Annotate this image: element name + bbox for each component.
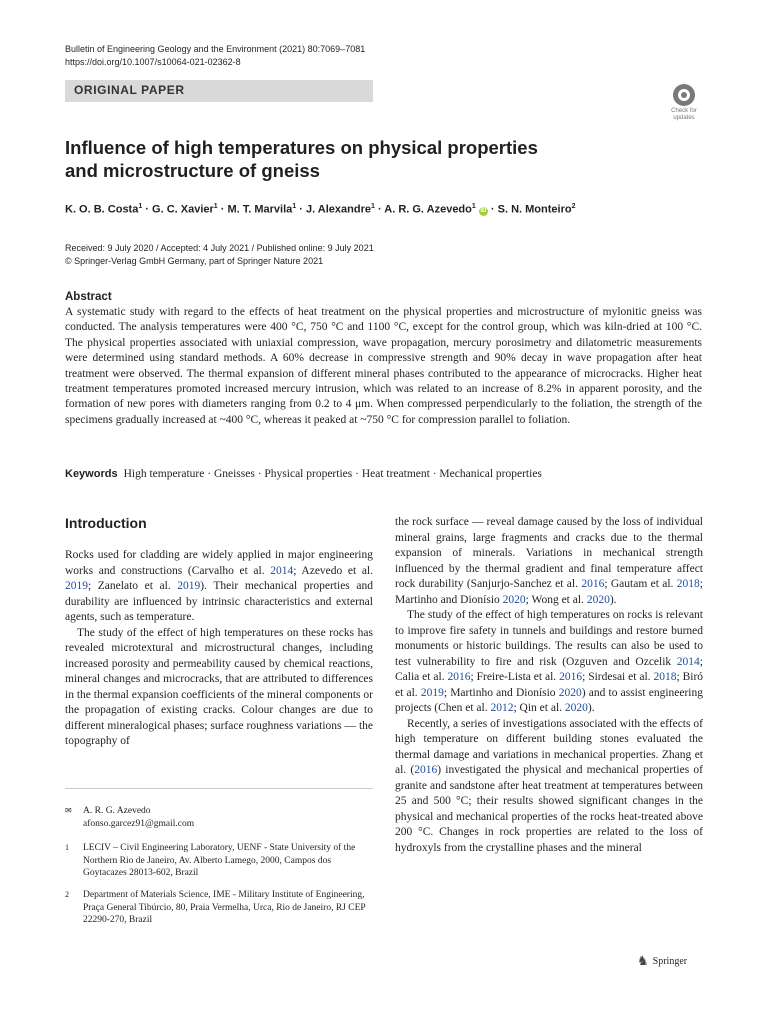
- corresponding-author: [65, 805, 373, 830]
- author-name[interactable]: K. O. B. Costa: [65, 203, 139, 216]
- author-separator: ·: [374, 203, 385, 216]
- affiliation-mark: 2: [65, 890, 69, 899]
- affiliation-text: Department of Materials Science, IME - Military Institute of Engineering, Praça General Tibúrcio, 80, Praia Vermelha, Urca, Rio de Janeiro, RJ CEP 22290-270, Brazil: [83, 890, 366, 925]
- author-name[interactable]: M. T. Marvila: [227, 203, 293, 216]
- article-type-label: ORIGINAL PAPER: [74, 83, 185, 97]
- citation-link[interactable]: 2019: [177, 580, 201, 592]
- author-affil-mark: 1: [471, 203, 476, 210]
- journal-header: [65, 43, 365, 69]
- article-type-banner: [65, 80, 373, 102]
- journal-citation: Bulletin of Engineering Geology and the Environment (2021) 80:7069–7081: [65, 44, 366, 54]
- abstract-text: A systematic study with regard to the effects of heat treatment on the physical properties and microstructure of mylonitic gneiss was conducted. The analysis temperatures were 400 °C, 750 °C and 1100 °C, except for the control group, which was kiln-dried at 100 °C. The physical properties associated with uniaxial compression, wave propagation, mercury porosimetry and dilatometric measurements were determined using standard methods. A 60% decrease in compressive strength and 90% decay in wave propagation after heat treatment were observed. The thermal expansion of different mineral phases contributed to the appearance of microcracks. Higher heat treatment temperatures promoted increased mercury intrusion, which was related to an increase of 8.2% in apparent porosity, and the formation of new pores with diameters ranging from 0.2 to 4 μm. When compressed perpendicularly to the foliation, the strength of the specimens gradually increased at ~400 °C, whereas it peaked at ~750 °C for compression parallel to foliation.: [65, 306, 702, 426]
- orcid-icon[interactable]: iD: [480, 207, 487, 214]
- author-separator: ·: [217, 203, 228, 216]
- affiliation-2: [65, 889, 373, 927]
- citation-link[interactable]: 2012: [490, 702, 514, 714]
- intro-paragraph-1: Rocks used for cladding are widely applied in major engineering works and constructions (Carvalho et al. 2014; Azevedo et al. 2019; Zanelato et al. 2019). Their mechanical properties and durability are influenced by intrinsic characteristics and external agents, such as temperature.: [65, 549, 374, 623]
- doi-link[interactable]: https://doi.org/10.1007/s10064-021-02362-8: [65, 57, 241, 67]
- envelope-icon: ✉: [65, 806, 72, 815]
- intro-paragraph-2: The study of the effect of high temperatures on these rocks has revealed microtextural and microstructural changes, including increased porosity and permeability caused by chemical reactions, mineral changes and microcracks, that are attributed to differences in the thermal expansion coefficients of the mineral components or the propagation of existing cracks. Colour changes are due to different mineralogical phases; surface roughness variations — the topography of: [65, 626, 373, 747]
- right-column: [395, 515, 703, 856]
- citation-link[interactable]: 2014: [676, 655, 700, 668]
- author-affil-mark: 1: [213, 203, 218, 210]
- author-name[interactable]: A. R. G. Azevedo: [384, 203, 472, 216]
- correspondence-email[interactable]: afonso.garcez91@gmail.com: [83, 818, 195, 829]
- citation-link[interactable]: 2016: [559, 671, 583, 683]
- copyright-line: © Springer-Verlag GmbH Germany, part of Springer Nature 2021: [65, 256, 324, 266]
- article-title: [65, 136, 585, 182]
- author-name[interactable]: S. N. Monteiro: [497, 203, 572, 216]
- crossmark-label-2: updates: [673, 115, 695, 121]
- check-for-updates-badge[interactable]: [664, 84, 704, 124]
- citation-link[interactable]: 2020: [564, 702, 588, 714]
- crossmark-label-1: Check for: [671, 108, 697, 114]
- left-column: [65, 548, 373, 750]
- author-name[interactable]: G. C. Xavier: [152, 203, 214, 216]
- keywords: [65, 468, 542, 480]
- citation-link[interactable]: 2020: [586, 593, 610, 606]
- keywords-list: High temperature · Gneisses · Physical properties · Heat treatment · Mechanical properties: [123, 468, 542, 480]
- author-name[interactable]: J. Alexandre: [305, 203, 371, 216]
- citation-link[interactable]: 2016: [414, 764, 438, 776]
- citation-link[interactable]: 2019: [65, 580, 88, 592]
- abstract-heading: Abstract: [65, 291, 112, 303]
- citation-link[interactable]: 2014: [270, 564, 294, 577]
- title-line-1: Influence of high temperatures on physical properties: [65, 137, 538, 158]
- intro-paragraph-2-cont: the rock surface — reveal damage caused by the loss of individual mineral grains, large fragments and cracks due to the thermal expansion of minerals. Variations in mechanical strength influenced by the thermal gradient and final temperature affect rock durability (Sanjurjo-Sanchez et al. 2016; Gautam et al. 2018; Martinho and Dionísio 2020; Wong et al. 2020).: [395, 516, 703, 606]
- citation-link[interactable]: 2018: [676, 578, 700, 590]
- affiliation-1: [65, 842, 373, 880]
- citation-link[interactable]: 2019: [420, 686, 444, 699]
- author-separator: ·: [142, 203, 153, 216]
- publication-dates: [65, 242, 374, 268]
- history-dates: Received: 9 July 2020 / Accepted: 4 July 2021 / Published online: 9 July 2021: [65, 243, 374, 253]
- crossmark-icon: [673, 84, 695, 106]
- introduction-heading: Introduction: [65, 515, 147, 531]
- title-line-2: and microstructure of gneiss: [65, 160, 320, 181]
- intro-paragraph-3: The study of the effect of high temperatures on rocks is relevant to improve fire safety in tunnels and buildings and restore burned monuments or historic buildings. The results can also be used to test vulnerability to fire and risk (Ozguven and Ozcelik 2014; Calia et al. 2016; Freire-Lista et al. 2016; Sirdesai et al. 2018; Biró et al. 2019; Martinho and Dionísio 2020) and to assist engineering projects (Chen et al. 2012; Qin et al. 2020).: [395, 609, 704, 714]
- intro-paragraph-4: Recently, a series of investigations associated with the effects of high temperature on different building stones evaluated the thermal damage and variations in mechanical properties. Zhang et al. (2016) investigated the physical and mechanical properties of granite and sandstone after heat treatment at temperatures between 25 and 500 °C; their results showed significant changes in the physical and mechanical properties of the rocks heat-treated above 200 °C. Changes in rock properties are related to the loss of hydroxyls from the crystalline phases and the mineral: [395, 717, 703, 854]
- publisher-logo: [637, 953, 687, 969]
- author-affil-mark: 1: [370, 203, 375, 210]
- affiliation-mark: 1: [65, 843, 69, 852]
- publisher-name: Springer: [652, 955, 688, 967]
- author-separator: ·: [296, 203, 306, 216]
- author-list: [65, 203, 575, 216]
- citation-link[interactable]: 2018: [653, 671, 677, 683]
- springer-horse-icon: ♞: [637, 953, 649, 968]
- citation-link[interactable]: 2016: [581, 578, 605, 590]
- footnote-divider: [65, 788, 373, 789]
- citation-link[interactable]: 2020: [502, 593, 526, 606]
- author-affil-mark: 1: [138, 203, 143, 210]
- author-affil-mark: 1: [292, 203, 297, 210]
- citation-link[interactable]: 2016: [447, 671, 471, 683]
- author-separator: ·: [487, 203, 498, 216]
- affiliation-text: LECIV – Civil Engineering Laboratory, UENF - State University of the Northern Rio de Janeiro, Av. Alberto Lamego, 2000, Campos dos Goytacazes 28013-602, Brazil: [83, 843, 356, 878]
- keywords-label: Keywords: [65, 468, 118, 480]
- citation-link[interactable]: 2020: [558, 686, 582, 699]
- author-affil-mark: 2: [571, 203, 576, 210]
- correspondence-name: A. R. G. Azevedo: [83, 806, 151, 816]
